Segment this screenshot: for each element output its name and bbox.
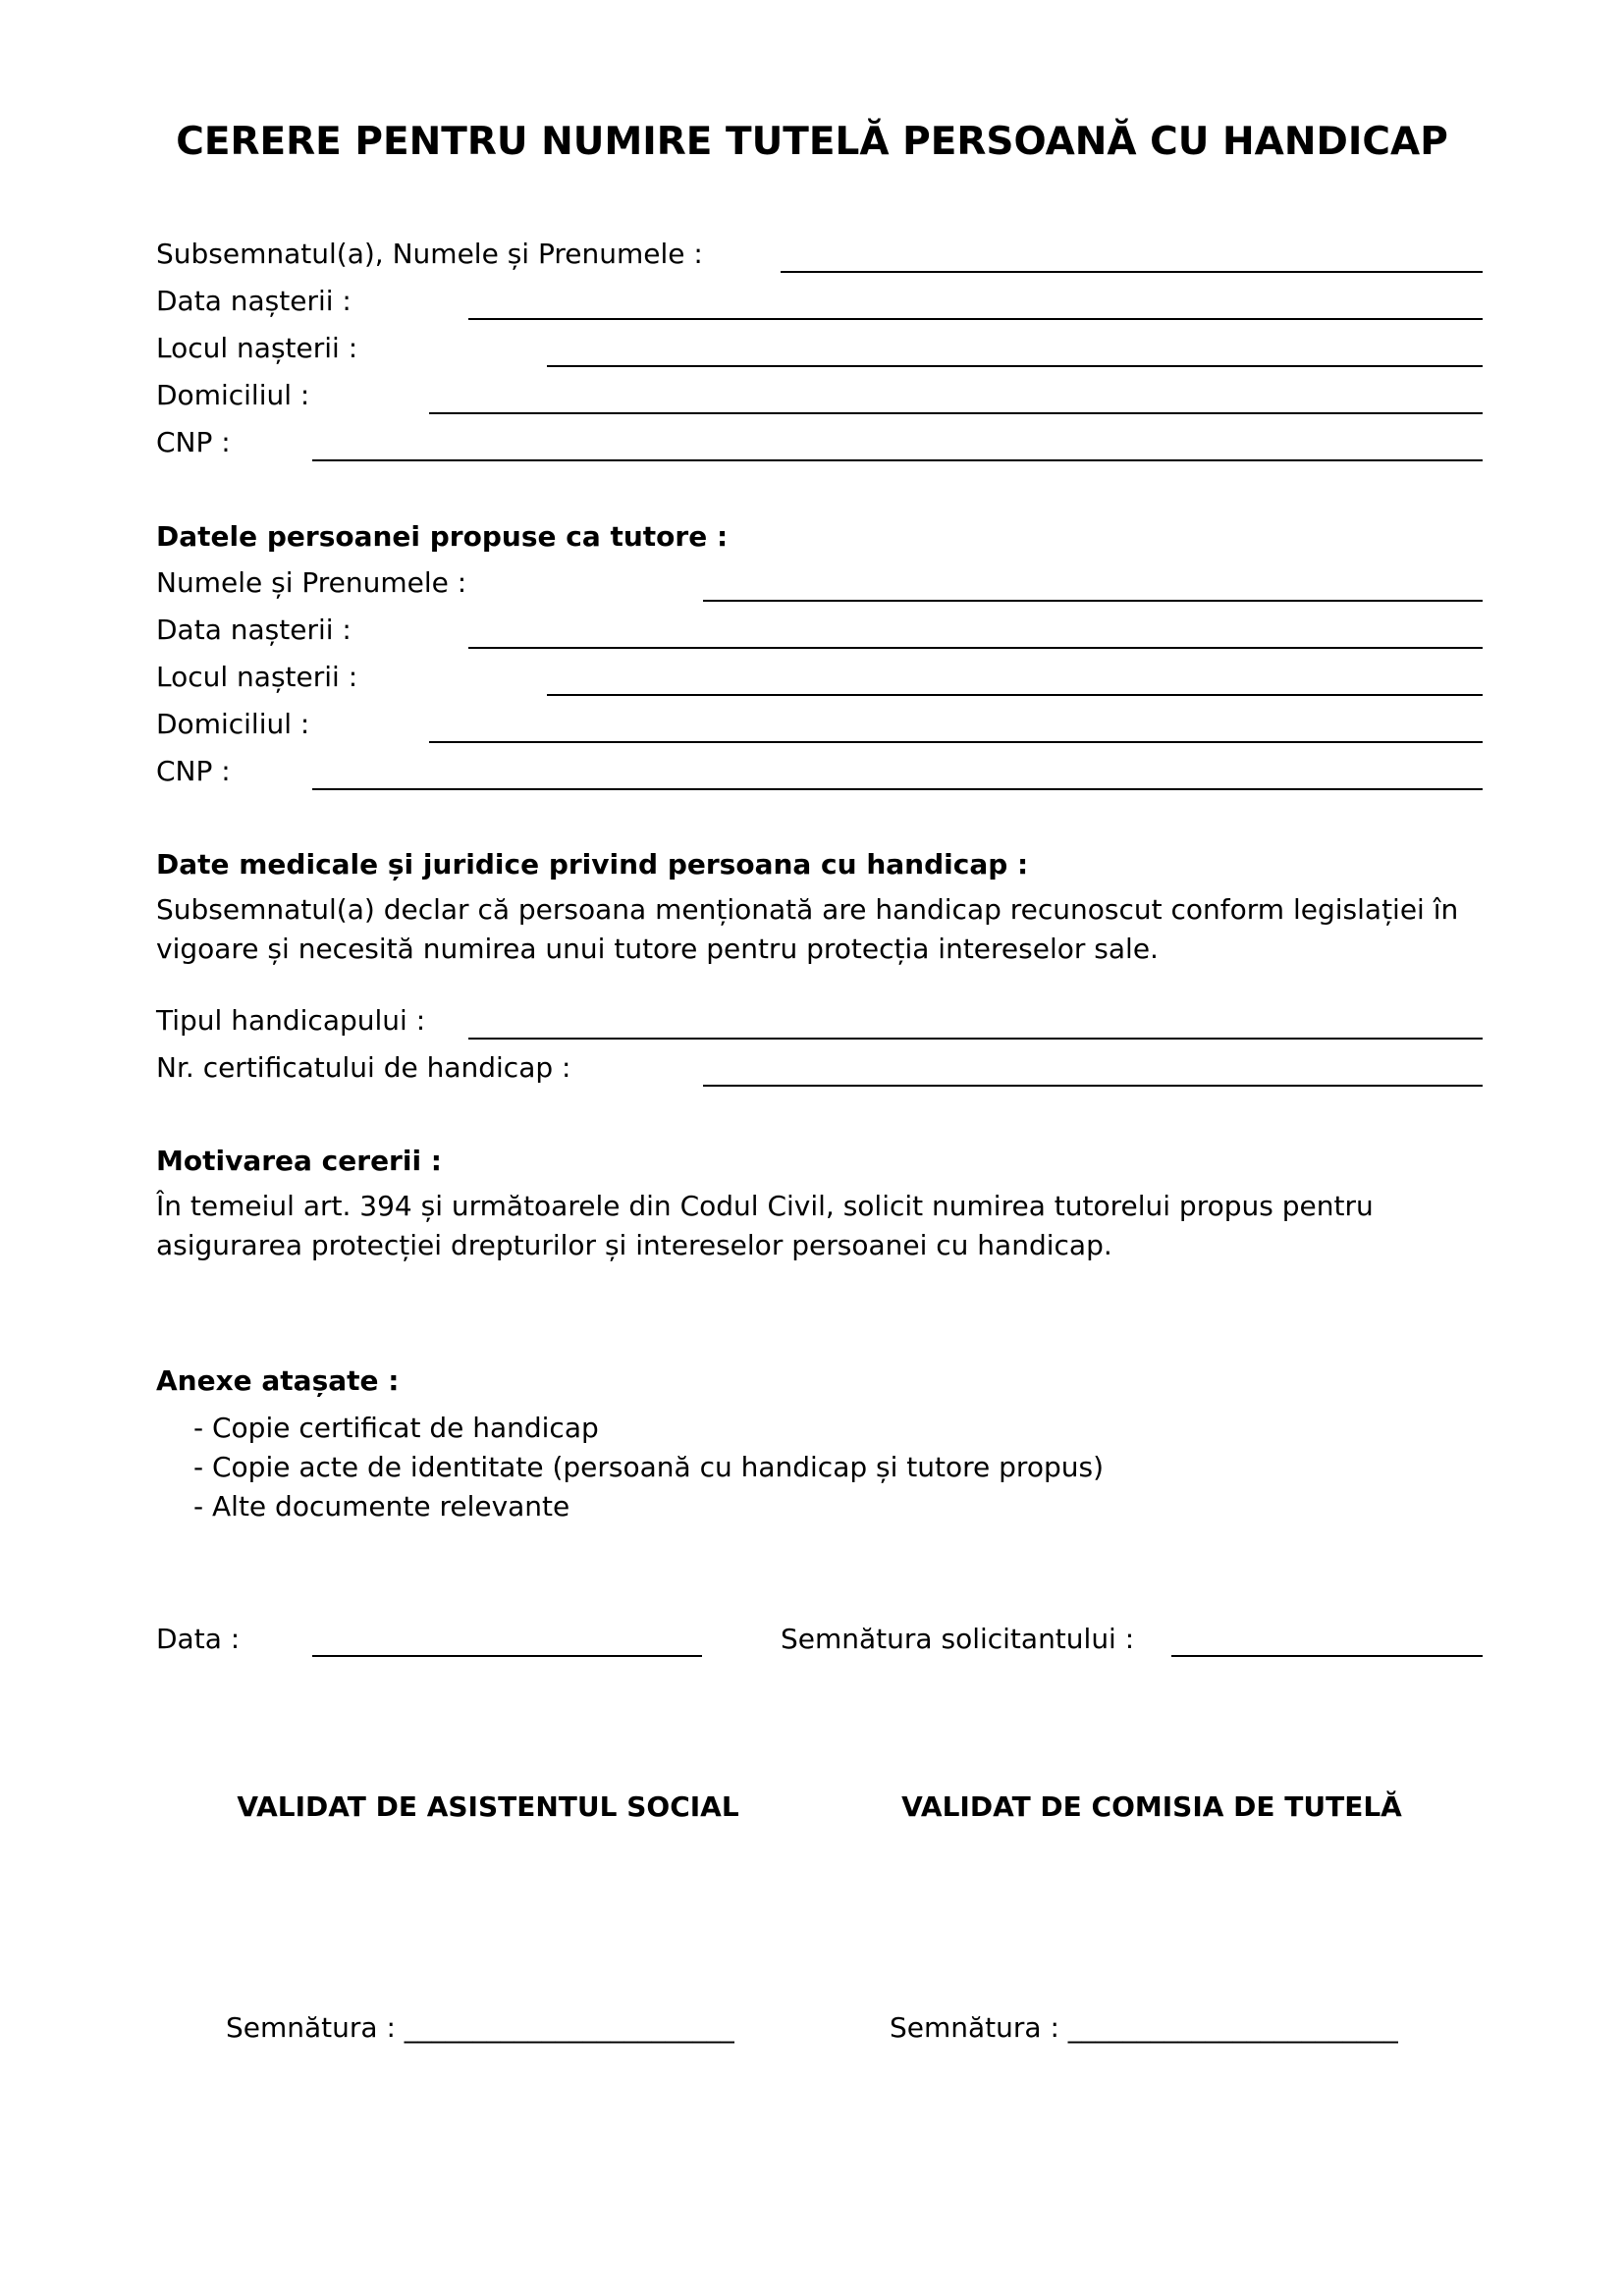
applicant-birth-date-label: Data nașterii : (156, 285, 352, 317)
certificate-number-label: Nr. certificatului de handicap : (156, 1051, 571, 1084)
annex-item: - Alte documente relevante (193, 1490, 570, 1522)
applicant-address-label: Domiciliul : (156, 379, 310, 411)
applicant-birth-place-field[interactable] (547, 365, 1483, 367)
disability-type-field[interactable] (468, 1038, 1483, 1040)
applicant-signature-field[interactable] (1171, 1655, 1483, 1657)
guardian-name-field[interactable] (703, 600, 1483, 602)
applicant-birth-date-field[interactable] (468, 318, 1483, 320)
applicant-birth-place-label: Locul nașterii : (156, 332, 358, 364)
certificate-number-field[interactable] (703, 1085, 1483, 1087)
applicant-signature-label: Semnătura solicitantului : (781, 1623, 1135, 1655)
guardian-address-label: Domiciliul : (156, 708, 310, 740)
applicant-cnp-label: CNP : (156, 426, 231, 458)
annex-item: - Copie certificat de handicap (193, 1412, 599, 1444)
date-label: Data : (156, 1623, 241, 1655)
medical-declaration: Subsemnatul(a) declar că persoana menționată are handicap recunoscut conform legislației în vigoare și necesită numirea unui tutore pentru protecția intereselor sale. (156, 893, 1459, 965)
commission-validation-heading: VALIDAT DE COMISIA DE TUTELĂ (901, 1790, 1402, 1823)
guardian-birth-date-label: Data nașterii : (156, 614, 352, 646)
applicant-address-field[interactable] (429, 412, 1483, 414)
applicant-name-field[interactable] (781, 271, 1483, 273)
guardian-cnp-field[interactable] (312, 788, 1483, 790)
guardian-birth-date-field[interactable] (468, 647, 1483, 649)
disability-type-label: Tipul handicapului : (156, 1004, 426, 1037)
guardian-name-label: Numele și Prenumele : (156, 566, 467, 599)
applicant-cnp-field[interactable] (312, 459, 1483, 461)
commission-signature: Semnătura : ________________________ (890, 2011, 1398, 2044)
guardian-cnp-label: CNP : (156, 755, 231, 787)
guardian-address-field[interactable] (429, 741, 1483, 743)
motivation-text: În temeiul art. 394 și următoarele din Codul Civil, solicit numirea tutorelui propus pentru asigurarea protecției drepturilor și intereselor persoanei cu handicap. (156, 1190, 1374, 1261)
annexes-heading: Anexe atașate : (156, 1364, 400, 1397)
medical-heading: Date medicale și juridice privind persoana cu handicap : (156, 848, 1029, 881)
motivation-heading: Motivarea cererii : (156, 1145, 443, 1177)
document-title: CERERE PENTRU NUMIRE TUTELĂ PERSOANĂ CU HANDICAP (176, 120, 1448, 164)
social-worker-validation-heading: VALIDAT DE ASISTENTUL SOCIAL (237, 1790, 739, 1823)
applicant-name-label: Subsemnatul(a), Numele și Prenumele : (156, 238, 703, 270)
guardian-birth-place-label: Locul nașterii : (156, 661, 358, 693)
date-field[interactable] (312, 1655, 702, 1657)
social-worker-signature: Semnătura : ________________________ (226, 2011, 734, 2044)
annex-item: - Copie acte de identitate (persoană cu handicap și tutore propus) (193, 1451, 1104, 1483)
guardian-heading: Datele persoanei propuse ca tutore : (156, 520, 729, 553)
guardian-birth-place-field[interactable] (547, 694, 1483, 696)
